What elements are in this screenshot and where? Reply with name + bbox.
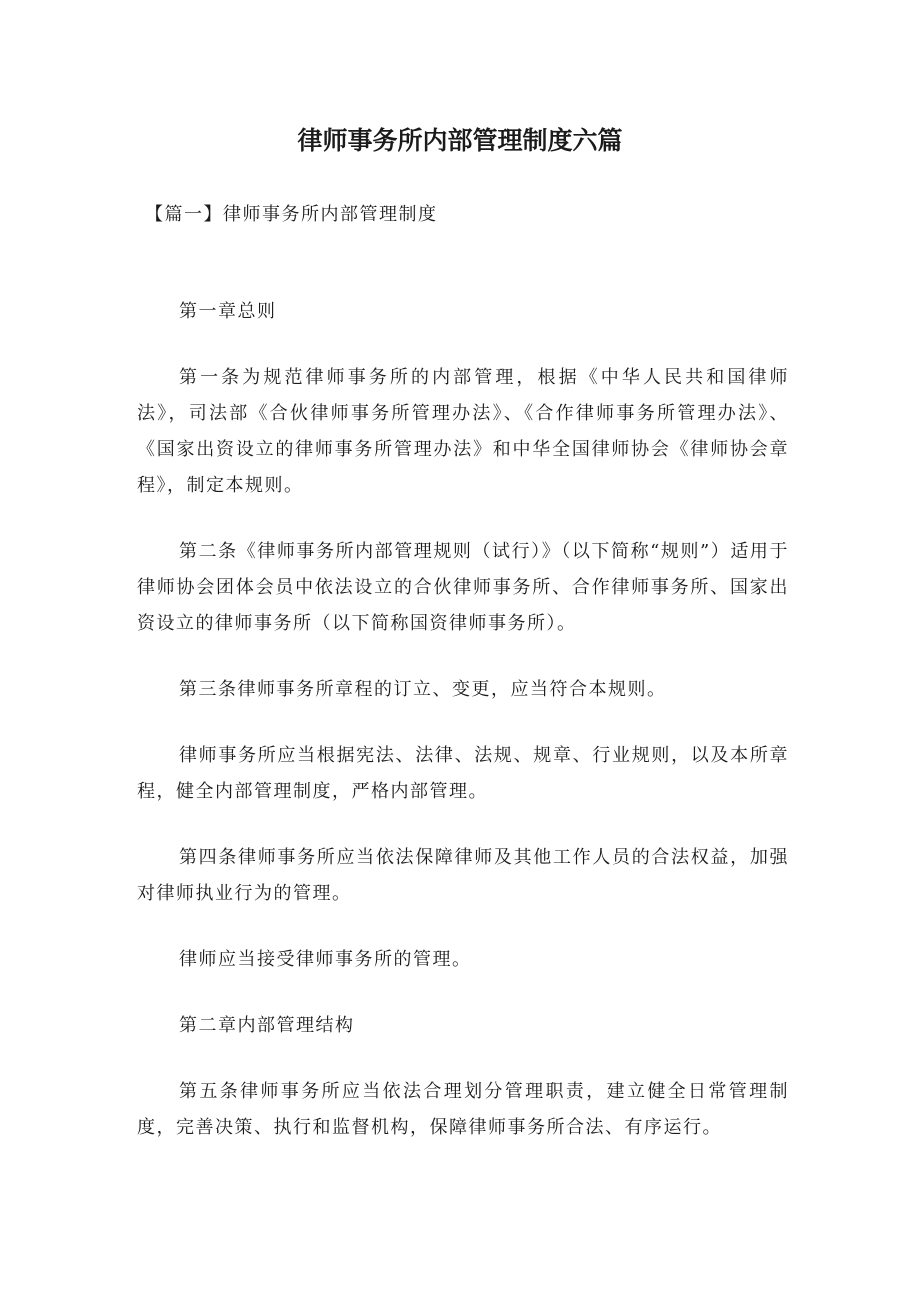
article-paragraph: 律师应当接受律师事务所的管理。 xyxy=(179,949,472,970)
section-heading: 【篇一】律师事务所内部管理制度 xyxy=(145,204,438,225)
article-paragraph: 第二条《律师事务所内部管理规则（试行）》（以下简称“规则”）适用于律师协会团体会员中依法设立的合伙律师事务所、合作律师事务所、国家出资设立的律师事务所（以下简称国资律师事务所）。 xyxy=(137,541,789,634)
document-title: 律师事务所内部管理制度六篇 xyxy=(297,126,623,155)
document-body xyxy=(137,294,789,1176)
article-paragraph: 律师事务所应当根据宪法、法律、法规、规章、行业规则，以及本所章程，健全内部管理制度，严格内部管理。 xyxy=(137,745,789,802)
article-paragraph: 第五条律师事务所应当依法合理划分管理职责，建立健全日常管理制度，完善决策、执行和监督机构，保障律师事务所合法、有序运行。 xyxy=(137,1081,789,1138)
chapter-heading: 第一章总则 xyxy=(179,301,277,322)
article-paragraph: 第一条为规范律师事务所的内部管理，根据《中华人民共和国律师法》，司法部《合伙律师事务所管理办法》、《合作律师事务所管理办法》、《国家出资设立的律师事务所管理办法》和中华全国律师协会《律师协会章程》，制定本规则。 xyxy=(137,367,789,496)
article-paragraph: 第四条律师事务所应当依法保障律师及其他工作人员的合法权益，加强对律师执业行为的管理。 xyxy=(137,847,789,904)
chapter-heading: 第二章内部管理结构 xyxy=(179,1015,355,1036)
article-paragraph: 第三条律师事务所章程的订立、变更，应当符合本规则。 xyxy=(179,679,667,700)
